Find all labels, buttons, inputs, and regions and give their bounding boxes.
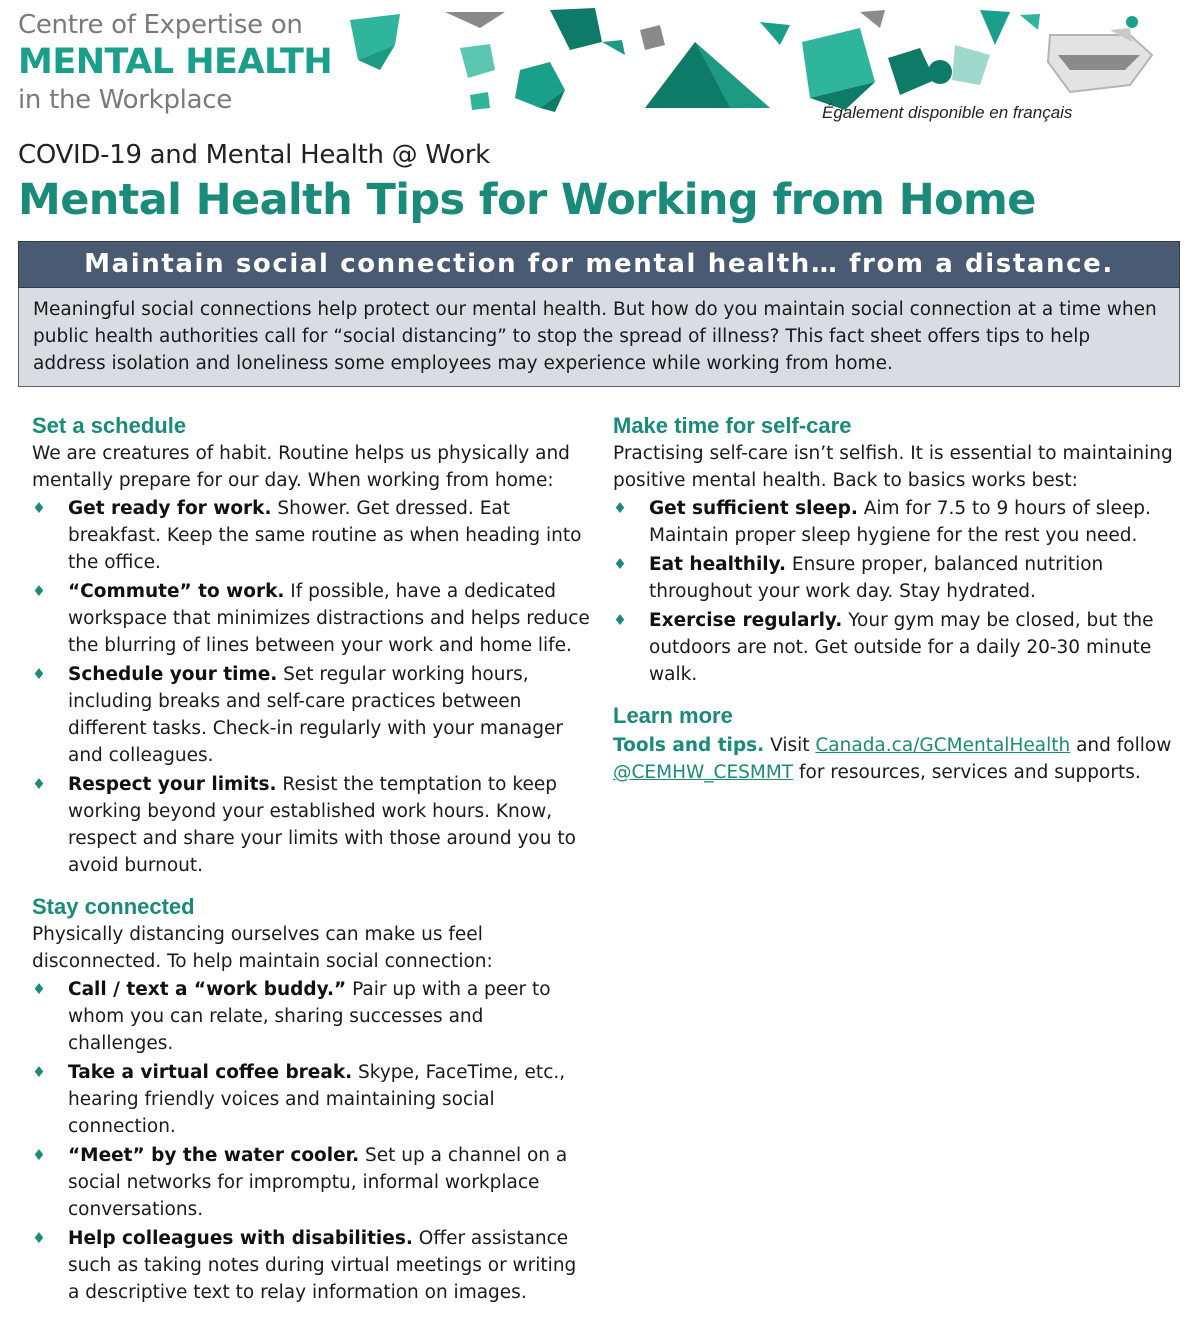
- diamond-bullet-icon: ♦: [613, 611, 627, 629]
- learn-text: for resources, services and supports.: [793, 762, 1141, 783]
- tip-lead: “Commute” to work.: [68, 581, 285, 602]
- gc-mental-health-link[interactable]: Canada.ca/GCMentalHealth: [815, 735, 1071, 756]
- tip-item: [32, 578, 592, 659]
- section-banner: [18, 241, 1180, 288]
- tip-item: [32, 1059, 592, 1140]
- brand-line-1: Centre of Expertise on: [18, 10, 303, 40]
- section-heading: Make time for self-care: [613, 413, 852, 438]
- tip-list: [613, 495, 1183, 688]
- brand-logo: [18, 8, 332, 118]
- tip-lead: Get ready for work.: [68, 498, 272, 519]
- diamond-bullet-icon: ♦: [32, 775, 46, 793]
- tip-body: Resist the temptation to keep working beyond your established work hours. Know, respect and share your limits with those around you to avoid burnout.: [68, 774, 576, 876]
- learn-lead: Tools and tips.: [613, 735, 765, 756]
- tip-list: [32, 495, 592, 879]
- section-intro: We are creatures of habit. Routine helps us physically and mentally prepare for our day. When working from home:: [32, 443, 570, 491]
- tip-body: Pair up with a peer to whom you can relate, sharing successes and challenges.: [68, 979, 551, 1054]
- section-learn-more: [613, 702, 1183, 786]
- tip-body: Offer assistance such as taking notes during virtual meetings or writing a descriptive text to relay information on images.: [68, 1228, 577, 1303]
- tip-item: [32, 976, 592, 1057]
- tip-lead: Help colleagues with disabilities.: [68, 1228, 413, 1249]
- tip-body: Set up a channel on a social networks for impromptu, informal workplace conversations.: [68, 1145, 568, 1220]
- tip-item: [613, 607, 1183, 688]
- tip-lead: Take a virtual coffee break.: [68, 1062, 353, 1083]
- tip-lead: “Meet” by the water cooler.: [68, 1145, 360, 1166]
- section-intro: Practising self-care isn’t selfish. It is essential to maintaining positive mental health. Back to basics works best:: [613, 443, 1173, 491]
- page-title: Mental Health Tips for Working from Home: [18, 175, 1036, 225]
- french-version-link[interactable]: Également disponible en français: [822, 103, 1073, 122]
- section-stay-connected: [32, 893, 592, 1306]
- diamond-bullet-icon: ♦: [32, 1146, 46, 1164]
- right-column: [613, 412, 1183, 800]
- learn-more-paragraph: [613, 732, 1183, 786]
- brand-line-3: in the Workplace: [18, 85, 232, 115]
- tip-body: Ensure proper, balanced nutrition throughout your work day. Stay hydrated.: [649, 554, 1104, 602]
- brand-line-2: MENTAL HEALTH: [18, 42, 333, 82]
- tip-lead: Eat healthily.: [649, 554, 787, 575]
- section-heading: Set a schedule: [32, 413, 187, 438]
- twitter-handle-link[interactable]: @CEMHW_CESMMT: [613, 762, 794, 783]
- tip-item: [32, 1142, 592, 1223]
- diamond-bullet-icon: ♦: [32, 1063, 46, 1081]
- section-heading: Stay connected: [32, 894, 195, 919]
- tip-item: [613, 495, 1183, 549]
- left-column: [32, 412, 592, 1320]
- tip-body: Your gym may be closed, but the outdoors are not. Get outside for a daily 20-30 minute walk.: [649, 610, 1154, 685]
- tip-body: Skype, FaceTime, etc., hearing friendly voices and maintaining social connection.: [68, 1062, 566, 1137]
- section-set-schedule: [32, 412, 592, 879]
- tip-body: Shower. Get dressed. Eat breakfast. Keep the same routine as when heading into the office.: [68, 498, 582, 573]
- page-kicker: COVID-19 and Mental Health @ Work: [18, 140, 490, 170]
- tip-lead: Respect your limits.: [68, 774, 277, 795]
- tip-lead: Schedule your time.: [68, 664, 278, 685]
- intro-paragraph: Meaningful social connections help protect our mental health. But how do you maintain social connection at a time when public health authorities call for “social distancing” to stop the spread of illness? This fact sheet offers tips to help address isolation and loneliness some employees may experience while working from home.: [33, 299, 1157, 374]
- diamond-bullet-icon: ♦: [613, 555, 627, 573]
- tip-item: [32, 495, 592, 576]
- tip-item: [32, 771, 592, 879]
- tip-lead: Exercise regularly.: [649, 610, 843, 631]
- diamond-bullet-icon: ♦: [32, 499, 46, 517]
- learn-text: Visit: [764, 735, 816, 756]
- diamond-bullet-icon: ♦: [32, 1229, 46, 1247]
- section-self-care: [613, 412, 1183, 688]
- tip-item: [613, 551, 1183, 605]
- learn-text: and follow: [1070, 735, 1172, 756]
- tip-body: If possible, have a dedicated workspace that minimizes distractions and helps reduce the blurring of lines between your work and home life.: [68, 581, 590, 656]
- intro-box: [18, 288, 1180, 387]
- tip-list: [32, 976, 592, 1306]
- tip-lead: Call / text a “work buddy.”: [68, 979, 347, 1000]
- tip-lead: Get sufficient sleep.: [649, 498, 858, 519]
- banner-text: Maintain social connection for mental health… from a distance.: [84, 249, 1114, 279]
- diamond-bullet-icon: ♦: [32, 980, 46, 998]
- tip-body: Set regular working hours, including breaks and self-care practices between different tasks. Check-in regularly with your manager and colleagues.: [68, 664, 563, 766]
- diamond-bullet-icon: ♦: [32, 582, 46, 600]
- tip-body: Aim for 7.5 to 9 hours of sleep. Maintain proper sleep hygiene for the rest you need.: [649, 498, 1151, 546]
- diamond-bullet-icon: ♦: [613, 499, 627, 517]
- tip-item: [32, 1225, 592, 1306]
- tip-item: [32, 661, 592, 769]
- diamond-bullet-icon: ♦: [32, 665, 46, 683]
- section-intro: Physically distancing ourselves can make us feel disconnected. To help maintain social connection:: [32, 924, 493, 972]
- section-heading: Learn more: [613, 703, 733, 728]
